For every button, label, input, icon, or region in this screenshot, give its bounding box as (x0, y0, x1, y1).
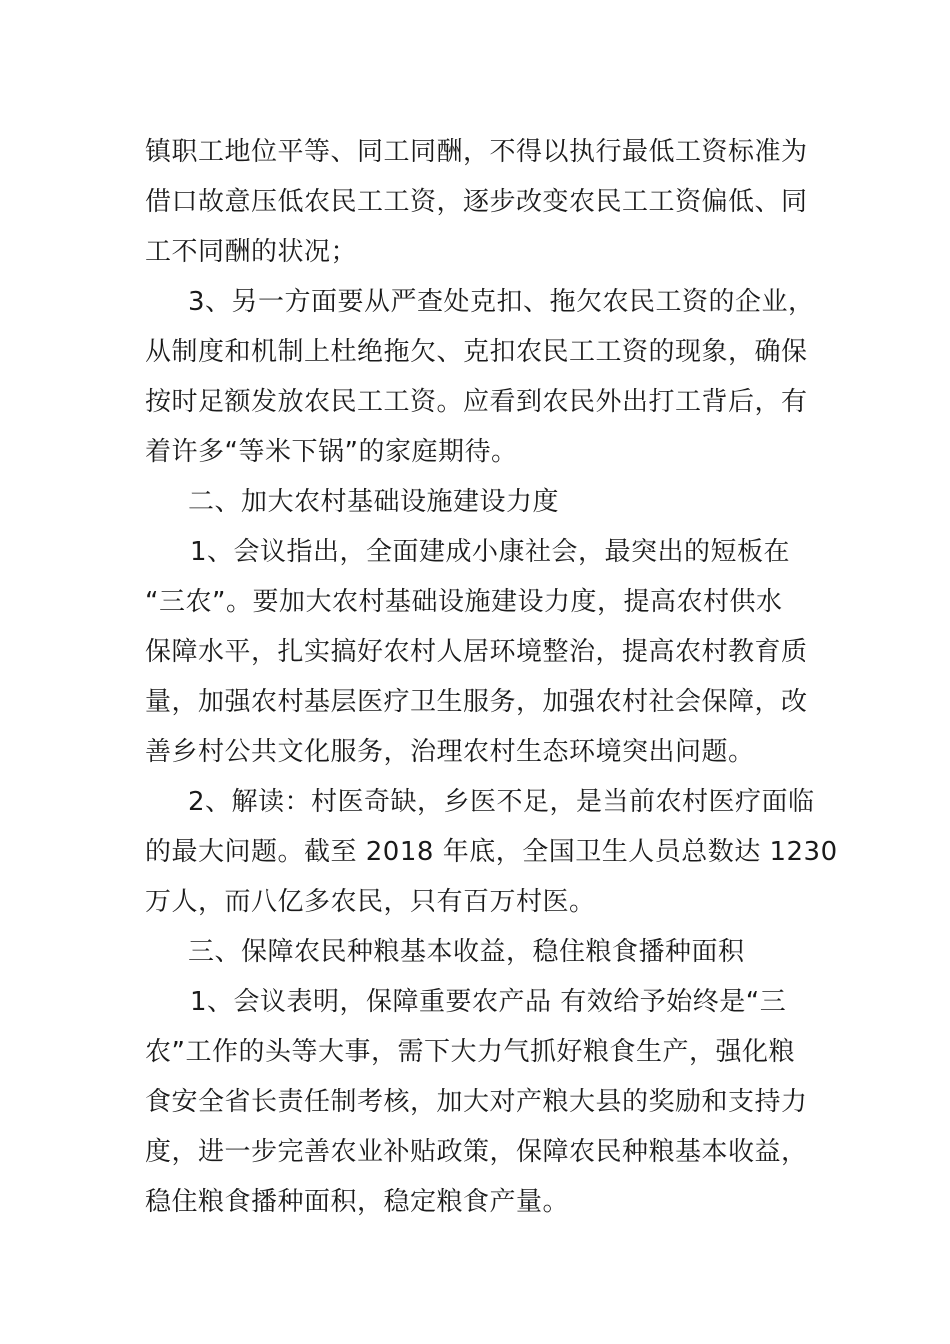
paragraph-line: 农”工作的头等大事，需下大力气抓好粮食生产，强化粮 (145, 1037, 795, 1067)
paragraph-line: 食安全省长责任制考核，加大对产粮大县的奖励和支持力 (145, 1087, 808, 1117)
paragraph-line: 量，加强农村基层医疗卫生服务，加强农村社会保障，改 (145, 687, 808, 717)
paragraph-line: 善乡村公共文化服务，治理农村生态环境突出问题。 (145, 737, 755, 767)
paragraph-line: 2、解读：村医奇缺，乡医不足，是当前农村医疗面临 (188, 787, 815, 817)
paragraph-line: 1、会议表明，保障重要农产品 有效给予始终是“三 (190, 987, 787, 1017)
paragraph-line: 度，进一步完善农业补贴政策，保障农民种粮基本收益， (145, 1137, 808, 1167)
paragraph-line: 从制度和机制上杜绝拖欠、克扣农民工工资的现象，确保 (145, 337, 808, 367)
section-heading: 三、保障农民种粮基本收益，稳住粮食播种面积 (188, 937, 745, 967)
section-heading: 二、加大农村基础设施建设力度 (188, 487, 560, 517)
paragraph-line: 工不同酬的状况； (145, 237, 358, 267)
paragraph-line: 借口故意压低农民工工资，逐步改变农民工工资偏低、同 (145, 187, 808, 217)
paragraph-line: 按时足额发放农民工工资。应看到农民外出打工背后，有 (145, 387, 808, 417)
paragraph-line: 着许多“等米下锅”的家庭期待。 (145, 437, 518, 467)
paragraph-line: 的最大问题。截至 2018 年底，全国卫生人员总数达 1230 (145, 837, 838, 867)
paragraph-line: 保障水平，扎实搞好农村人居环境整治，提高农村教育质 (145, 637, 808, 667)
paragraph-line: 3、另一方面要从严查处克扣、拖欠农民工资的企业， (188, 287, 815, 317)
paragraph-line: 镇职工地位平等、同工同酬，不得以执行最低工资标准为 (145, 137, 808, 167)
paragraph-line: “三农”。要加大农村基础设施建设力度，提高农村供水 (145, 587, 783, 617)
paragraph-line: 稳住粮食播种面积，稳定粮食产量。 (145, 1187, 570, 1217)
paragraph-line: 1、会议指出，全面建成小康社会，最突出的短板在 (190, 537, 791, 567)
paragraph-line: 万人，而八亿多农民，只有百万村医。 (145, 887, 596, 917)
